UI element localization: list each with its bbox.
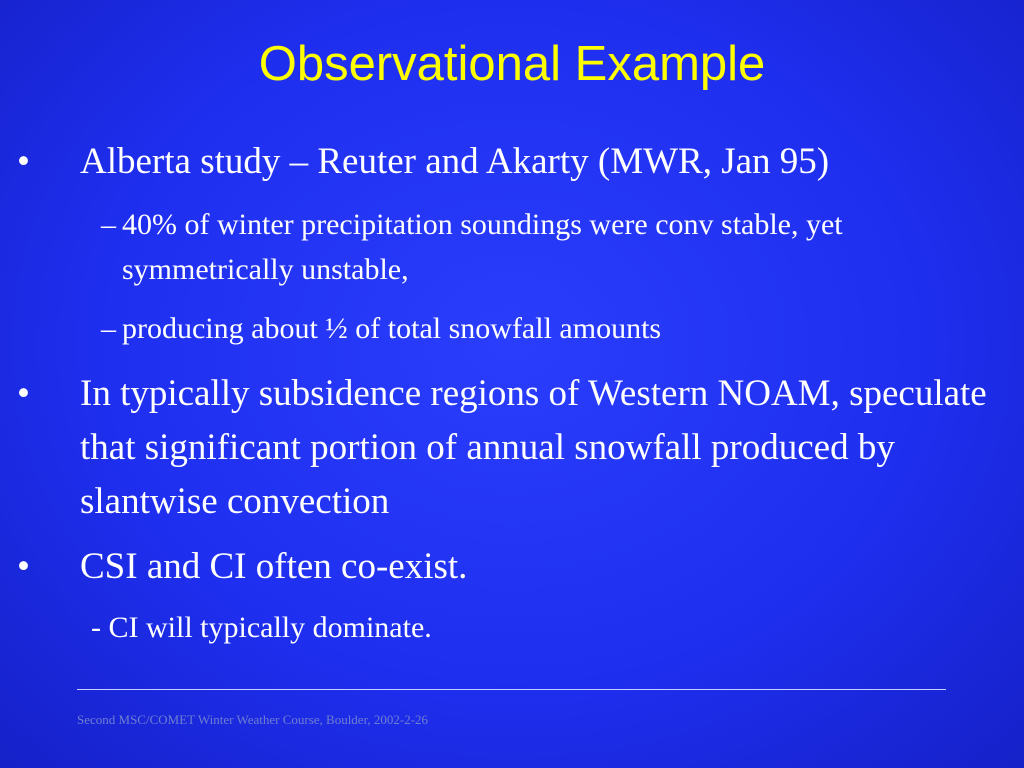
bullet-item	[17, 135, 1020, 189]
bullet-text: CSI and CI often co-exist.	[80, 546, 468, 587]
sub-bullet-item	[101, 202, 941, 292]
bullet-text: Alberta study – Reuter and Akarty (MWR, Jan 95)	[80, 141, 830, 182]
footer-divider	[77, 689, 946, 690]
bullet-marker: •	[17, 373, 30, 414]
sub-bullet-text: producing about ½ of total snowfall amounts	[122, 312, 662, 345]
sub-bullet-dash: –	[101, 208, 116, 241]
bullet-marker: •	[17, 141, 30, 182]
bullet-text: In typically subsidence regions of Western NOAM, speculate that significant portion of annual snowfall produced by slantwise convection	[80, 373, 987, 522]
sub-bullet-item	[101, 306, 941, 351]
sub-bullet-text: 40% of winter precipitation soundings were conv stable, yet symmetrically unstable,	[122, 208, 843, 286]
sub-bullet-dash: –	[101, 312, 116, 345]
bullet-item	[17, 540, 1020, 594]
footer-text: Second MSC/COMET Winter Weather Course, Boulder, 2002-2-26	[77, 712, 429, 727]
bullet-marker: •	[17, 546, 30, 587]
bullet-note: - CI will typically dominate.	[91, 611, 432, 644]
bullet-item	[17, 367, 1020, 529]
slide-title: Observational Example	[258, 37, 766, 91]
